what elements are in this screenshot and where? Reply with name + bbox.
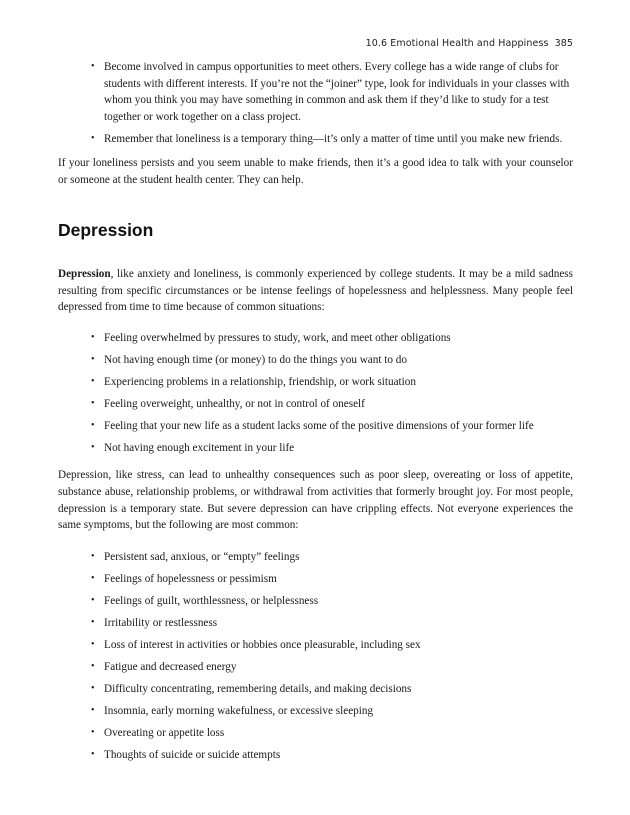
list-item: • Overeating or appetite loss: [104, 725, 573, 742]
header-section-title: 10.6 Emotional Health and Happiness: [365, 38, 549, 49]
list-item: • Fatigue and decreased energy: [104, 659, 573, 676]
list-item: • Experiencing problems in a relationship, friendship, or work situation: [104, 374, 573, 391]
list-item: • Feelings of hopelessness or pessimism: [104, 571, 573, 588]
list-item: • Not having enough time (or money) to do the things you want to do: [104, 352, 573, 369]
loneliness-paragraph: If your loneliness persists and you seem unable to make friends, then it’s a good idea to talk with your counselor or someone at the student health center. They can help.: [58, 157, 573, 186]
running-header: [366, 38, 573, 49]
list-item: • Remember that loneliness is a temporary thing—it’s only a matter of time until you make new friends.: [104, 131, 573, 148]
list-item: • Feeling overwhelmed by pressures to study, work, and meet other obligations: [104, 330, 573, 347]
list-item: • Feelings of guilt, worthlessness, or helplessness: [104, 593, 573, 610]
consequences-paragraph: Depression, like stress, can lead to unhealthy consequences such as poor sleep, overeating or loss of appetite, substance abuse, relationship problems, or withdrawal from activities that formerly brought joy. For most people, depression is a temporary state. But severe depression can have crippling effects. Not everyone experiences the same symptoms, but the following are most common:: [58, 469, 573, 532]
list-item: • Thoughts of suicide or suicide attempts: [104, 747, 573, 764]
list-item: • Become involved in campus opportunities to meet others. Every college has a wide range of clubs for students with different interests. If you’re not the “joiner” type, look for individuals in your classes with whom you think you may have something in common and ask them if they’d like to study for a test together or work together on a class project.: [104, 59, 573, 125]
list-item: • Insomnia, early morning wakefulness, or excessive sleeping: [104, 703, 573, 720]
intro-text: , like anxiety and loneliness, is commonly experienced by college students. It may be a mild sadness resulting from specific circumstances or be intense feelings of hopelessness and helplessness. Many people feel depressed from time to time because of common situations:: [58, 268, 573, 314]
list-item: • Difficulty concentrating, remembering details, and making decisions: [104, 681, 573, 698]
depression-intro-paragraph: [58, 266, 573, 316]
page-content: [58, 59, 573, 769]
list-item: • Feeling overweight, unhealthy, or not in control of oneself: [104, 396, 573, 413]
list-item: • Persistent sad, anxious, or “empty” feelings: [104, 549, 573, 566]
common-situations-list: [58, 330, 573, 457]
list-item: • Loss of interest in activities or hobbies once pleasurable, including sex: [104, 637, 573, 654]
symptoms-list: [58, 549, 573, 764]
section-heading: Depression: [58, 220, 154, 241]
list-item: • Irritability or restlessness: [104, 615, 573, 632]
list-item: • Not having enough excitement in your life: [104, 440, 573, 457]
loneliness-tips-list: [58, 59, 573, 147]
page-number: 385: [554, 38, 573, 49]
key-term: Depression: [58, 268, 111, 281]
list-item: • Feeling that your new life as a student lacks some of the positive dimensions of your former life: [104, 418, 573, 435]
